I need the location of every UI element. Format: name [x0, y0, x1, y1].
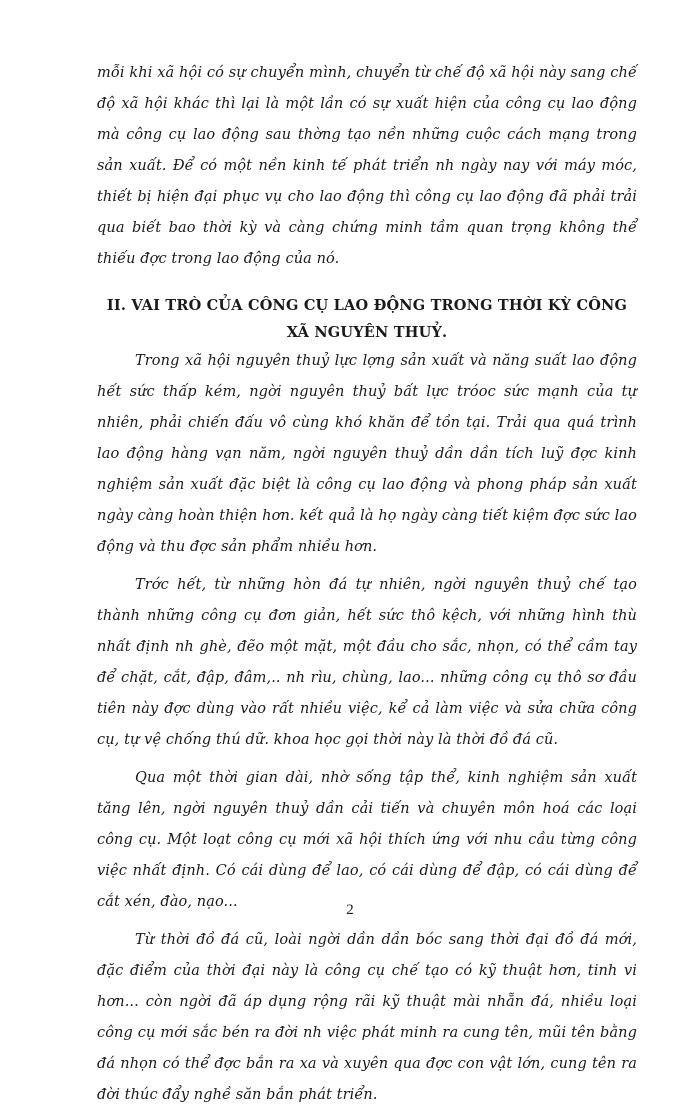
- paragraph-new-stone-age: Từ thời đồ đá cũ, loài ngời dần dần bóc sang thời đại đồ đá mới, đặc điểm của thời đại này là công cụ chế tạo có kỹ thuật hơn, tinh vi hơn... còn ngời đã áp dụng rộng rãi kỹ thuật mài nhẵn đá, nhiều loại công cụ mới sắc bén ra đời nh việc phát minh ra cung tên, mũi tên bằng đá nhọn có thể đợc bắn ra xa và xuyên qua đợc con vật lớn, cung tên ra đời thúc đẩy nghề săn bắn phát triển.: [97, 932, 637, 1103]
- page-body: [97, 58, 637, 1111]
- intro-paragraph: mỗi khi xã hội có sự chuyển mình, chuyển từ chế độ xã hội này sang chế độ xã hội khác thì lại là một lần có sự xuất hiện của công cụ lao động mà công cụ lao động sau thờng tạo nền những cuộc cách mạng trong sản xuất. Để có một nền kinh tế phát triển nh ngày nay với máy móc, thiết bị hiện đại phục vụ cho lao động thì công cụ lao động đã phải trải qua biết bao thời kỳ và càng chứng minh tầm quan trọng không thể thiếu đợc trong lao động của nó.: [97, 65, 637, 267]
- section-heading: II. VAI TRÒ CỦA CÔNG CỤ LAO ĐỘNG TRONG THỜI KỲ CÔNG XÃ NGUYÊN THUỶ.: [106, 297, 628, 341]
- paragraph-specialization: Qua một thời gian dài, nhờ sống tập thể, kinh nghiệm sản xuất tăng lên, ngời nguyên thuỷ dần cải tiến và chuyên môn hoá các loại công cụ. Một loạt công cụ mới xã hội thích ứng với nhu cầu từng công việc nhất định. Có cái dùng để lao, có cái dùng để đập, có cái dùng để cắt xén, đào, nạo...: [97, 770, 637, 910]
- page-number: 2: [346, 902, 354, 918]
- paragraph-primitive-society: Trong xã hội nguyên thuỷ lực lợng sản xuất và năng suất lao động hết sức thấp kém, ngời nguyên thuỷ bất lực tróoc sức mạnh của tự nhiên, phải chiến đấu vô cùng khó khăn để tồn tại. Trải qua quá trình lao động hàng vạn năm, ngời nguyên thuỷ dần dần tích luỹ đợc kinh nghiệm sản xuất đặc biệt là công cụ lao động và phong pháp sản xuất ngày càng hoàn thiện hơn. kết quả là họ ngày càng tiết kiệm đợc sức lao động và thu đợc sản phẩm nhiều hơn.: [97, 353, 637, 555]
- paragraph-old-stone-age: Trớc hết, từ những hòn đá tự nhiên, ngời nguyên thuỷ chế tạo thành những công cụ đơn giản, hết sức thô kệch, với những hình thù nhất định nh ghè, đẽo một mặt, một đầu cho sắc, nhọn, có thể cầm tay để chặt, cắt, đập, đâm,.. nh rìu, chùng, lao... những công cụ thô sơ đầu tiên này đợc dùng vào rất nhiều việc, kể cả làm việc và sửa chữa công cụ, tự vệ chống thú dữ. khoa học gọi thời này là thời đồ đá cũ.: [97, 577, 637, 748]
